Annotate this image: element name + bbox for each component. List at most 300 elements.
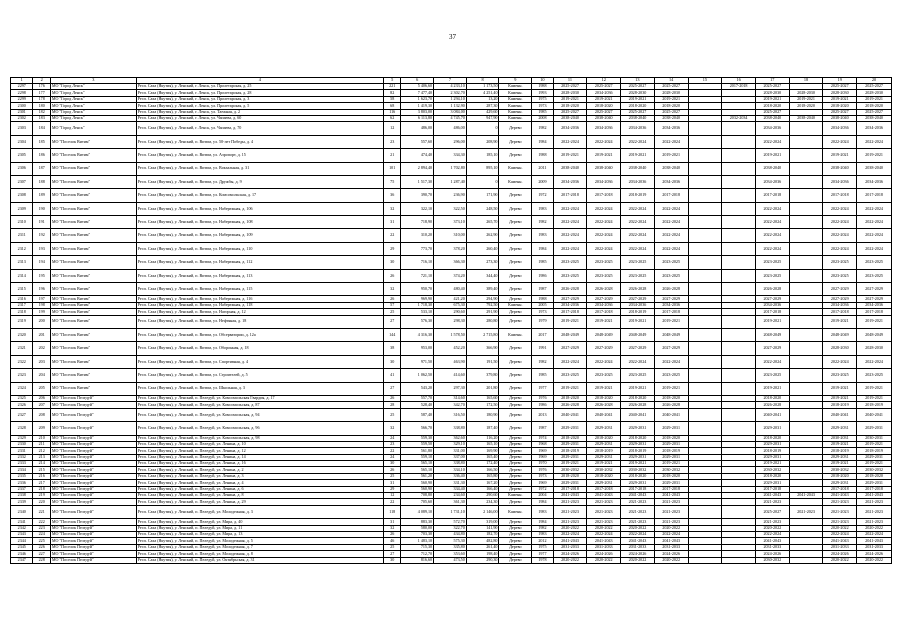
table-cell-col-12: 2034-2036 [587,90,621,96]
table-cell-col-19: 2022-2024 [823,135,857,148]
table-cell-col-10: 1987 [532,283,553,296]
table-cell-col-4: Респ. Саха (Якутия), у. Ленский, п. Пеледуй, ул. Мира, д. 13 [136,531,383,537]
table-cell-col-10: 1984 [532,135,553,148]
table-cell-col-9: Дерево [499,342,532,355]
table-cell-col-9: Дерево [499,499,532,505]
table-cell-col-4: Респ. Саха (Якутия), у. Ленский, п. Пеледуй, ул. Комсомольская, д. 98 [136,435,383,441]
table-cell-col-5: 27 [384,382,401,395]
table-cell-col-9: Дерево [499,448,532,454]
table-cell-col-2: 186 [33,149,50,162]
table-cell-col-3: МО "Поселок Витим" [50,162,136,175]
table-cell-col-2: 180 [33,103,50,109]
table-cell-col-15 [688,162,722,175]
table-cell-col-11: 2027-2029 [553,296,587,302]
table-cell-col-9: Дерево [499,216,532,229]
table-cell-col-12: 2041-2043 [587,538,621,544]
table-cell-col-1: 2305 [11,149,33,162]
table-cell-col-14: 2048-2049 [654,328,688,341]
table-cell-col-3: МО "Город Ленск" [50,122,136,135]
table-cell-col-13: 2019-2021 [621,96,655,102]
table-cell-col-1: 2300 [11,103,33,109]
table-cell-col-13: 2022-2024 [621,242,655,255]
table-cell-col-6: 773,70 [401,242,434,255]
table-cell-col-2: 220 [33,499,50,505]
table-cell-col-13: 2026-2028 [621,283,655,296]
table-cell-col-10: 1970 [532,461,553,467]
table-cell-col-17: 2022-2024 [755,355,789,368]
table-cell-col-1: 2308 [11,189,33,202]
table-cell-col-5: 46 [384,538,401,544]
table-cell-col-12: 2025-2027 [587,109,621,115]
table-cell-col-4: Респ. Саха (Якутия), у. Ленский, п. Витим, ул. Дружбы, д. 9 [136,175,383,188]
table-cell-col-15 [688,342,722,355]
table-cell-col-2: 212 [33,448,50,454]
table-cell-col-11: 2029-2031 [553,422,587,435]
table-cell-col-10: 1982 [532,122,553,135]
table-cell-col-5: 68 [384,103,401,109]
table-cell-col-10: 1984 [532,519,553,525]
table-cell-col-18 [789,382,823,395]
table-cell-col-6: 576,30 [401,315,434,328]
table-cell-col-7: 1 578,50 [434,328,467,341]
table-cell-col-12: 2029-2031 [587,480,621,486]
table-cell-col-3: МО "Поселок Витим" [50,382,136,395]
table-cell-col-9: Дерево [499,531,532,537]
table-cell-col-20: 2029-2031 [857,480,892,486]
table-cell-col-9: Дерево [499,486,532,492]
table-cell-col-17: 2034-2036 [755,302,789,308]
table-cell-col-14: 2018-2020 [654,435,688,441]
table-cell-col-19: 2030-2032 [823,467,857,473]
table-cell-col-18 [789,229,823,242]
table-cell-col-12: 2020-2022 [587,525,621,531]
table-cell-col-10: 2013 [532,408,553,421]
table-cell-col-1: 2341 [11,519,33,525]
table-cell-col-12: 2023-2025 [587,256,621,269]
table-cell-col-7: 234,60 [434,493,467,499]
table-cell-col-6: 3 803,00 [401,109,434,115]
table-cell-col-5: 29 [384,486,401,492]
table-cell-col-9: Дерево [499,441,532,447]
table-cell-col-17: 2017-2018 [755,309,789,315]
table-cell-col-15 [688,135,722,148]
table-row [11,229,892,242]
table-cell-col-6: 557,70 [401,395,434,401]
table-cell-col-17: 2026-2028 [755,283,789,296]
table-cell-col-11: 2019-2021 [553,96,587,102]
table-cell-col-6: 580,00 [401,525,434,531]
table-cell-col-5: 21 [384,149,401,162]
table-cell-col-3: МО "Поселок Пеледуй" [50,531,136,537]
table-cell-col-17: 2041-2043 [755,493,789,499]
table-cell-col-8: 248,50 [466,202,499,215]
table-cell-col-1: 2299 [11,96,33,102]
table-row [11,422,892,435]
table-cell-col-1: 2339 [11,499,33,505]
table-cell-col-5: 25 [384,309,401,315]
table-cell-col-17: 2021-2023 [755,519,789,525]
table-cell-col-11: 2020-2022 [553,557,587,563]
table-cell-col-4: Респ. Саха (Якутия), у. Ленский, г. Ленск, ул. Пролетарская, д. 3 [136,96,383,102]
table-cell-col-11: 2026-2028 [553,402,587,408]
table-cell-col-20: 2017-2018 [857,189,892,202]
table-cell-col-15 [688,202,722,215]
table-cell-col-10: 1982 [532,525,553,531]
table-cell-col-15 [688,369,722,382]
table-cell-col-18 [789,189,823,202]
table-cell-col-10: 2008 [532,115,553,121]
column-number-12: 12 [587,78,621,84]
table-cell-col-9: Каменн. [499,96,532,102]
table-cell-col-14: 2027-2029 [654,342,688,355]
table-cell-col-19: 2020-2022 [823,557,857,563]
column-number-2: 2 [33,78,50,84]
table-cell-col-8: 294,90 [466,296,499,302]
table-cell-col-20: 2038-2040 [857,162,892,175]
table-cell-col-2: 204 [33,369,50,382]
table-cell-col-11: 2028-2030 [553,90,587,96]
table-cell-col-8: 165,80 [466,473,499,479]
table-cell-col-9: Дерево [499,480,532,486]
table-cell-col-17: 2019-2021 [755,96,789,102]
table-cell-col-19: 2038-2040 [823,162,857,175]
table-cell-col-9: Дерево [499,122,532,135]
table-cell-col-2: 197 [33,296,50,302]
table-cell-col-7: 473,50 [434,557,467,563]
table-cell-col-12: 2026-2028 [587,402,621,408]
table-cell-col-5: 22 [384,448,401,454]
table-cell-col-20: 2025-2027 [857,84,892,90]
table-cell-col-13: 2021-2023 [621,499,655,505]
table-cell-col-6: 559,50 [401,441,434,447]
table-cell-col-12: 2019-2021 [587,382,621,395]
table-cell-col-1: 2327 [11,408,33,421]
table-cell-col-9: Дерево [499,461,532,467]
table-cell-col-14: 2023-2025 [654,256,688,269]
table-cell-col-2: 221 [33,505,50,518]
table-cell-col-10: 1972 [532,486,553,492]
table-cell-col-18 [789,328,823,341]
table-cell-col-10: 1991 [532,342,553,355]
table-cell-col-8: 201,80 [466,382,499,395]
table-cell-col-17: 2038-2040 [755,162,789,175]
table-cell-col-6: 1 517,30 [401,175,434,188]
table-cell-col-5: 28 [384,402,401,408]
table-cell-col-17: 2018-2020 [755,473,789,479]
table-cell-col-17: 2026-2028 [755,402,789,408]
table-cell-col-20: 2022-2024 [857,216,892,229]
table-cell-col-7: 378,20 [434,242,467,255]
table-cell-col-8: 13,20 [466,96,499,102]
table-cell-col-12: 2029-2031 [587,422,621,435]
table-cell-col-3: МО "Поселок Витим" [50,296,136,302]
table-row [11,256,892,269]
table-cell-col-18: 2038-2040 [789,115,823,121]
table-cell-col-5: 27 [384,315,401,328]
table-cell-col-11: 2041-2043 [553,493,587,499]
table-cell-col-13: 2021-2023 [621,505,655,518]
table-cell-col-12: 2029-2031 [587,441,621,447]
table-cell-col-17: 2022-2024 [755,531,789,537]
table-cell-col-8: 290,30 [466,557,499,563]
table-cell-col-20: 2023-2025 [857,256,892,269]
table-cell-col-3: МО "Поселок Витим" [50,269,136,282]
table-cell-col-13: 2017-2018 [621,486,655,492]
table-cell-col-1: 2318 [11,309,33,315]
table-cell-col-8: 261,40 [466,544,499,550]
table-cell-col-14: 2021-2023 [654,519,688,525]
table-cell-col-7: 331,30 [434,480,467,486]
table-cell-col-14: 2031-2033 [654,544,688,550]
table-cell-col-5: 26 [384,531,401,537]
table-cell-col-10: 1969 [532,454,553,460]
table-cell-col-20: 2030-2032 [857,467,892,473]
table-cell-col-20: 2028-2030 [857,90,892,96]
table-cell-col-12: 2021-2023 [587,499,621,505]
table-cell-col-15 [688,229,722,242]
table-cell-col-5: 36 [384,189,401,202]
table-cell-col-3: МО "Поселок Пеледуй" [50,538,136,544]
table-cell-col-6: 560,90 [401,480,434,486]
table-cell-col-4: Респ. Саха (Якутия), у. Ленский, п. Пеледуй, ул. Комсомольская Гвардия, д. 17 [136,395,383,401]
table-cell-col-7: 452,20 [434,342,467,355]
table-cell-col-6: 705,60 [401,499,434,505]
table-cell-col-4: Респ. Саха (Якутия), у. Ленский, п. Пеледуй, ул. Мира, д. 40 [136,519,383,525]
table-cell-col-20: 2029-2031 [857,454,892,460]
table-cell-col-10: 1993 [532,90,553,96]
table-cell-col-6: 816,60 [401,557,434,563]
table-cell-col-9: Каменн. [499,162,532,175]
table-cell-col-9: Каменн. [499,505,532,518]
table-cell-col-10: 1986 [532,402,553,408]
table-cell-col-8: 116,20 [466,435,499,441]
table-cell-col-7: 316,50 [434,408,467,421]
table-cell-col-9: Дерево [499,519,532,525]
table-cell-col-13: 2027-2029 [621,296,655,302]
table-cell-col-20: 2023-2025 [857,369,892,382]
table-cell-col-7: 314,60 [434,395,467,401]
table-cell-col-19: 2029-2031 [823,480,857,486]
table-cell-col-5: 31 [384,480,401,486]
table-cell-col-14: 2022-2024 [654,135,688,148]
table-cell-col-7: 236,90 [434,189,467,202]
table-cell-col-18: 2021-2023 [789,505,823,518]
table-cell-col-1: 2303 [11,122,33,135]
table-cell-col-13: 2030-2032 [621,467,655,473]
table-cell-col-18: 2019-2021 [789,96,823,102]
table-cell-col-15 [688,149,722,162]
table-cell-col-19: 2024-2026 [823,551,857,557]
table-cell-col-9: Дерево [499,454,532,460]
table-cell-col-8: 172,40 [466,461,499,467]
table-cell-col-5: 12 [384,122,401,135]
table-cell-col-2: 192 [33,229,50,242]
table-cell-col-1: 2336 [11,480,33,486]
table-cell-col-5: 24 [384,435,401,441]
table-cell-col-16 [722,242,756,255]
table-cell-col-17: 2034-2036 [755,175,789,188]
table-row [11,283,892,296]
table-cell-col-17: 2022-2024 [755,202,789,215]
table-cell-col-10: 1974 [532,435,553,441]
table-cell-col-2: 217 [33,480,50,486]
table-cell-col-19: 2017-2018 [823,309,857,315]
table-cell-col-1: 2338 [11,493,33,499]
table-cell-col-18 [789,369,823,382]
table-cell-col-14: 2017-2018 [654,486,688,492]
table-cell-col-4: Респ. Саха (Якутия), у. Ленский, п. Витим, ул. Набережная, д. 112 [136,256,383,269]
table-cell-col-8: 187,40 [466,422,499,435]
table-cell-col-4: Респ. Саха (Якутия), у. Ленский, п. Пеледуй, ул. Молодежная, д. 5 [136,538,383,544]
table-cell-col-19: 2034-2036 [823,122,857,135]
table-cell-col-14: 2029-2031 [654,480,688,486]
table-cell-col-17: 2022-2024 [755,216,789,229]
table-cell-col-5: 30 [384,557,401,563]
table-cell-col-20: 2034-2036 [857,122,892,135]
table-cell-col-19: 2034-2036 [823,302,857,308]
table-cell-col-4: Респ. Саха (Якутия), у. Ленский, п. Пеледуй, ул. Мира, д. 11 [136,525,383,531]
table-cell-col-10: 1984 [532,499,553,505]
table-cell-col-2: 193 [33,242,50,255]
table-cell-col-10: 1977 [532,551,553,557]
table-cell-col-15 [688,269,722,282]
table-cell-col-19: 2019-2021 [823,461,857,467]
table-cell-col-17: 2018-2020 [755,395,789,401]
table-cell-col-1: 2298 [11,90,33,96]
table-cell-col-9: Дерево [499,296,532,302]
table-cell-col-8: 429,60 [466,109,499,115]
table-cell-col-1: 2337 [11,486,33,492]
column-number-16: 16 [722,78,756,84]
table-cell-col-17: 2018-2019 [755,448,789,454]
table-cell-col-10: 2004 [532,493,553,499]
table-cell-col-19: 2018-2019 [823,402,857,408]
table-cell-col-8: 287,30 [466,103,499,109]
table-cell-col-6: 703,30 [401,531,434,537]
table-cell-col-17: 2025-2027 [755,84,789,90]
table-cell-col-1: 2331 [11,448,33,454]
table-cell-col-9: Каменн. [499,90,532,96]
table-cell-col-6: 4 089,10 [401,505,434,518]
table-cell-col-9: Дерево [499,538,532,544]
table-cell-col-11: 2022-2024 [553,229,587,242]
table-cell-col-13: 2022-2024 [621,229,655,242]
table-cell-col-14: 2023-2025 [654,369,688,382]
table-cell-col-9: Дерево [499,269,532,282]
table-cell-col-14: 2022-2024 [654,531,688,537]
table-cell-col-7: 4 745,70 [434,115,467,121]
table-cell-col-6: 715,30 [401,544,434,550]
table-cell-col-6: 1 483,10 [401,538,434,544]
table-cell-col-20: 2018-2020 [857,473,892,479]
table-cell-col-20: 2023-2025 [857,269,892,282]
table-cell-col-11: 2024-2026 [553,551,587,557]
table-cell-col-15 [688,557,722,563]
table-cell-col-8: 141,90 [466,525,499,531]
table-cell-col-17: 2018-2020 [755,435,789,441]
table-cell-col-16 [722,162,756,175]
table-cell-col-8: 792,50 [466,302,499,308]
table-cell-col-6: 559,10 [401,454,434,460]
table-cell-col-11: 2026-2028 [553,283,587,296]
table-cell-col-5: 75 [384,175,401,188]
table-cell-col-11: 2040-2041 [553,408,587,421]
table-cell-col-7: 486,00 [434,122,467,135]
table-cell-col-12: 2034-2036 [587,122,621,135]
table-cell-col-6: 721,10 [401,269,434,282]
table-cell-col-10: 1986 [532,269,553,282]
table-cell-col-9: Дерево [499,525,532,531]
table-cell-col-20: 2022-2024 [857,229,892,242]
table-cell-col-16 [722,283,756,296]
table-cell-col-20: 2027-2029 [857,283,892,296]
table-cell-col-7: 337,00 [434,454,467,460]
table-row [11,557,892,563]
table-cell-col-8: 182,70 [466,531,499,537]
table-cell-col-20: 2019-2021 [857,461,892,467]
table-cell-col-12: 2022-2024 [587,531,621,537]
table-cell-col-9: Дерево [499,283,532,296]
table-cell-col-7: 373,10 [434,216,467,229]
table-cell-col-10: 1982 [532,216,553,229]
table-cell-col-4: Респ. Саха (Якутия), у. Ленский, п. Витим, ул. Набережная, д. 118 [136,302,383,308]
table-cell-col-11: 2031-2033 [553,544,587,550]
table-cell-col-3: МО "Поселок Витим" [50,256,136,269]
table-cell-col-13: 2040-2041 [621,408,655,421]
table-cell-col-10: 1984 [532,242,553,255]
table-cell-col-9: Каменн. [499,103,532,109]
table-cell-col-19: 2027-2029 [823,283,857,296]
table-cell-col-1: 2333 [11,461,33,467]
table-cell-col-8: 280,80 [466,315,499,328]
table-cell-col-12: 2019-2021 [587,461,621,467]
table-cell-col-10: 1968 [532,441,553,447]
table-cell-col-5: 57 [384,302,401,308]
table-cell-col-13: 2023-2025 [621,256,655,269]
table-cell-col-6: 5 406,60 [401,84,434,90]
table-cell-col-16 [722,135,756,148]
table-cell-col-8: 1 173,50 [466,84,499,90]
table-cell-col-1: 2332 [11,454,33,460]
table-cell-col-4: Респ. Саха (Якутия), у. Ленский, п. Пеледуй, ул. Ленина, д. 4 [136,480,383,486]
table-cell-col-4: Респ. Саха (Якутия), у. Ленский, п. Витим, ул. Набережная, д. 108 [136,216,383,229]
table-cell-col-5: 12 [384,493,401,499]
table-cell-col-14: 2038-2040 [654,115,688,121]
table-cell-col-3: МО "Поселок Пеледуй" [50,525,136,531]
table-cell-col-3: МО "Поселок Витим" [50,302,136,308]
table-cell-col-7: 290,60 [434,309,467,315]
table-cell-col-12: 2017-2018 [587,309,621,315]
table-cell-col-17: 2020-2022 [755,525,789,531]
table-cell-col-1: 2325 [11,395,33,401]
table-cell-col-19: 2021-2023 [823,505,857,518]
table-cell-col-10: 1975 [532,544,553,550]
table-cell-col-11: 2021-2023 [553,499,587,505]
table-cell-col-3: МО "Поселок Пеледуй" [50,395,136,401]
table-cell-col-2: 199 [33,309,50,315]
table-cell-col-4: Респ. Саха (Якутия), у. Ленский, п. Пеледуй, ул. Молодежная, д. 7 [136,544,383,550]
table-cell-col-1: 2345 [11,544,33,550]
table-cell-col-14: 2024-2026 [654,551,688,557]
table-cell-col-1: 2311 [11,229,33,242]
table-cell-col-14: 2017-2018 [654,189,688,202]
table-cell-col-7: 322,70 [434,525,467,531]
table-cell-col-12: 2030-2032 [587,467,621,473]
table-cell-col-11: 2025-2027 [553,109,587,115]
table-cell-col-17: 2030-2032 [755,557,789,563]
table-cell-col-13: 2028-2030 [621,90,655,96]
table-cell-col-2: 223 [33,525,50,531]
